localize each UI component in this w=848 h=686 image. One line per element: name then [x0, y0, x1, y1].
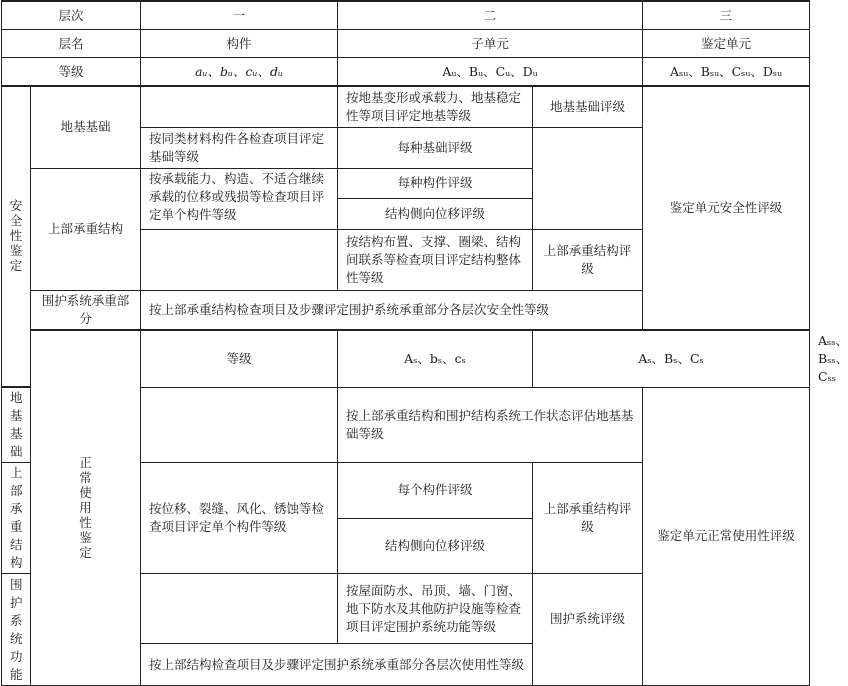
safety-enclosure-text: 按上部承重结构检查项目及步骤评定围护系统承重部分各层次安全性等级 — [141, 290, 643, 330]
safety-section-label — [2, 86, 31, 387]
safety-upper-empty — [141, 229, 338, 290]
service-section-label — [31, 330, 141, 686]
safety-foundation-unit-result: 地基基础评级 — [533, 86, 643, 127]
safety-unit-result: 鉴定单元安全性评级 — [643, 86, 810, 330]
service-enclosure-unit-text: 按屋面防水、吊顶、墙、门窗、地下防水及其他防护设施等检查项目评定围护系统功能等级 — [338, 574, 533, 644]
safety-upper-label: 上部承重结构 — [31, 168, 141, 290]
safety-foundation-empty — [141, 86, 338, 127]
service-upper-label: 上部承重结构 — [2, 463, 31, 574]
safety-enclosure-label: 围护系统承重部分 — [31, 290, 141, 330]
service-grade-label: 等级 — [141, 330, 338, 387]
safety-foundation-member-text: 按同类材料构件各检查项目评定基础等级 — [141, 127, 338, 168]
header-grade-3: Aₛᵤ、Bₛᵤ、Cₛᵤ、Dₛᵤ — [643, 58, 810, 87]
safety-foundation-label: 地基基础 — [31, 86, 141, 168]
service-enclosure-member-text: 按上部结构检查项目及步骤评定围护系统承重部分各层次使用性等级 — [141, 644, 533, 686]
service-foundation-empty — [141, 387, 338, 463]
header-grade-2: Aᵤ、Bᵤ、Cᵤ、Dᵤ — [338, 58, 643, 87]
header-name-3: 鉴定单元 — [643, 30, 810, 58]
header-name-2: 子单元 — [338, 30, 643, 58]
service-enclosure-result: 围护系统评级 — [533, 574, 643, 686]
header-level-3: 三 — [643, 1, 810, 30]
header-grade-label: 等级 — [2, 58, 141, 87]
safety-upper-each: 每种构件评级 — [338, 168, 533, 198]
header-grade-1: aᵤ、bᵤ、cᵤ、dᵤ — [141, 58, 338, 87]
service-grade-1: Aₛ、bₛ、cₛ — [338, 330, 533, 387]
service-upper-member-text: 按位移、裂缝、风化、锈蚀等检查项目评定单个构件等级 — [141, 463, 338, 574]
header-level-1: 一 — [141, 1, 338, 30]
safety-upper-drift: 结构侧向位移评级 — [338, 198, 533, 229]
service-enclosure-empty — [141, 574, 338, 644]
assessment-table: 层次 一 二 三 层名 构件 子单元 鉴定单元 等级 aᵤ、bᵤ、cᵤ、dᵤ Aᵤ、Bᵤ、Cᵤ、Dᵤ Aₛᵤ、Bₛᵤ、Cₛᵤ、Dₛᵤ 安 全 性 鉴 定 地基基础 按地基变形或承载力、地基稳定性等项目评定地基等级 地基基础评级 鉴定单元安全性评级 按同类材料构件各检查项目评定基础等级 每种基础评级 上部承重结构 按承载能力、构造、不适合继续承载的位移或残损等检查项目评定单个构件等级 每种构件评级 结构侧向位移评级 按结构布置、支撑、圈梁、结构间联系等检查项目评定结构整体性等级 上部承重结构评级 围护系统承重部分 按上部承重结构检查项目及步骤评定围护系统承重部分各层次安全性等级 正 常 使 用 性 鉴 定 等级 Aₛ、bₛ、cₛ Aₛ、Bₛ、Cₛ Aₛₛ、Bₛₛ、Cₛₛ 地基基础 按上部承重结构和围护结构系统工作状态评估地基基础等级 鉴定单元正常使用性评级 上部承重结构 按位移、裂缝、风化、锈蚀等检查项目评定单个构件等级 每个构件评级 上部承重结构评级 结构侧向位移评级 围护系统功能 按屋面防水、吊顶、墙、门窗、地下防水及其他防护设施等检查项目评定围护系统功能等级 围护系统评级 按上部结构检查项目及步骤评定围护系统承重部分各层次使用性等级 — [1, 0, 810, 686]
safety-foundation-blank — [533, 127, 643, 198]
service-upper-result: 上部承重结构评级 — [533, 463, 643, 574]
safety-foundation-unit-text: 按地基变形或承载力、地基稳定性等项目评定地基等级 — [338, 86, 533, 127]
safety-upper-integrity-text: 按结构布置、支撑、圈梁、结构间联系等检查项目评定结构整体性等级 — [338, 229, 533, 290]
service-upper-drift: 结构侧向位移评级 — [338, 518, 533, 574]
header-name-1: 构件 — [141, 30, 338, 58]
service-upper-each: 每个构件评级 — [338, 463, 533, 519]
service-foundation-text: 按上部承重结构和围护结构系统工作状态评估地基基础等级 — [338, 387, 643, 463]
safety-upper-result: 上部承重结构评级 — [533, 229, 643, 290]
service-grade-2: Aₛ、Bₛ、Cₛ — [533, 330, 810, 387]
safety-section-text: 安 全 性 鉴 定 — [9, 198, 23, 273]
service-enclosure-label: 围护系统功能 — [2, 574, 31, 686]
service-foundation-label: 地基基础 — [2, 387, 31, 463]
header-name-label: 层名 — [2, 30, 141, 58]
service-section-text: 正 常 使 用 性 鉴 定 — [79, 454, 92, 560]
header-level-label: 层次 — [2, 1, 141, 30]
service-unit-result: 鉴定单元正常使用性评级 — [643, 387, 810, 686]
safety-foundation-each: 每种基础评级 — [338, 127, 533, 168]
header-level-2: 二 — [338, 1, 643, 30]
safety-upper-member-text: 按承载能力、构造、不适合继续承载的位移或残损等检查项目评定单个构件等级 — [141, 168, 338, 229]
